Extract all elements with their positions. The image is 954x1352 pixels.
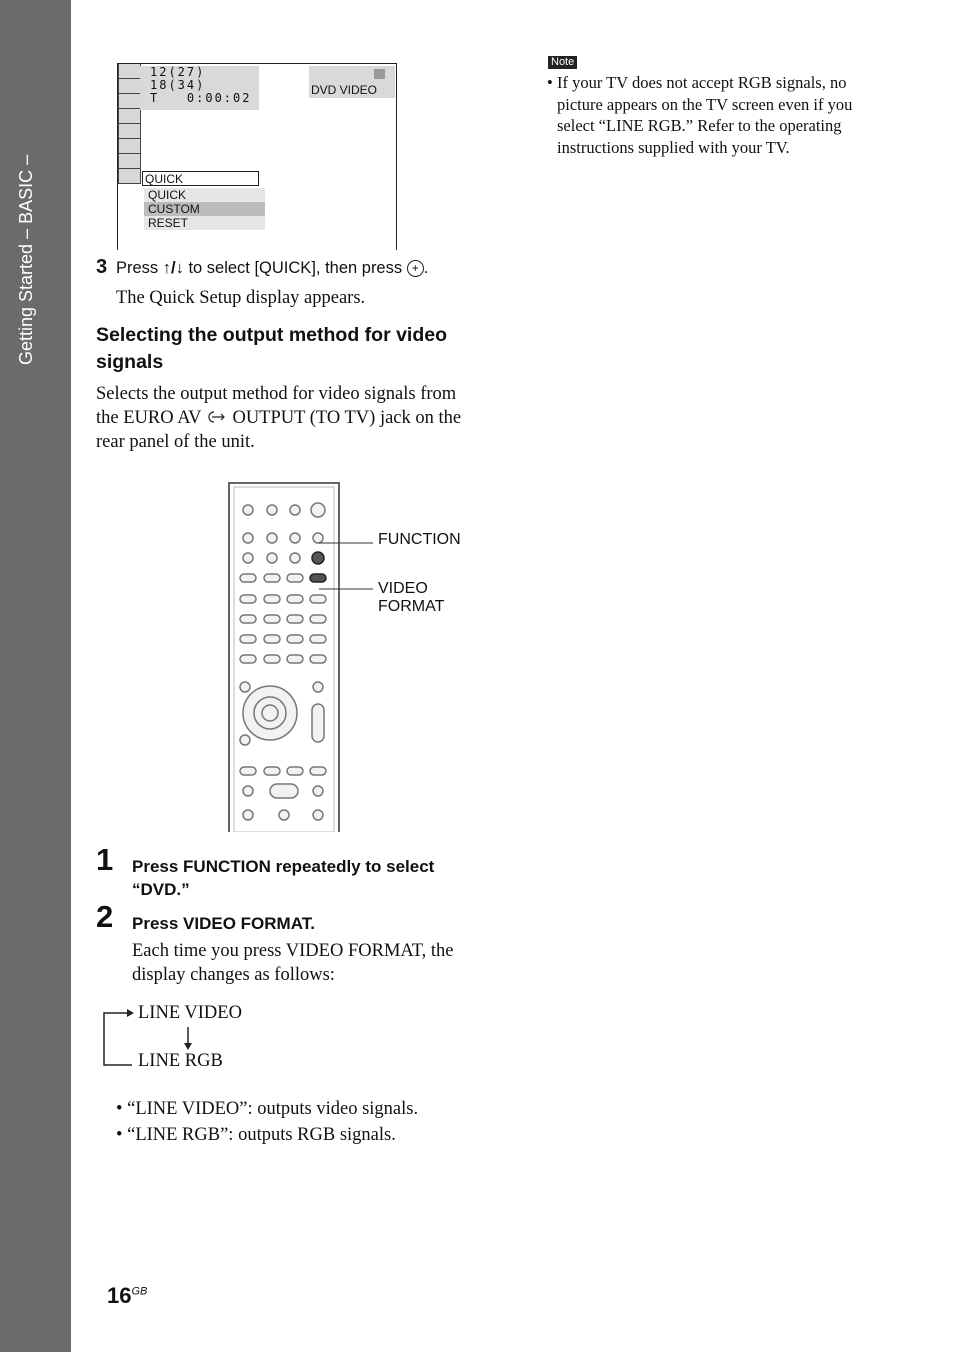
note-badge: Note xyxy=(548,56,577,69)
step2-text: Press VIDEO FORMAT. xyxy=(132,914,315,933)
page-number-value: 16 xyxy=(107,1283,132,1308)
step-number: 3 xyxy=(96,256,108,278)
osd-chapter-line: 18(34) xyxy=(150,78,206,92)
function-callout: FUNCTION xyxy=(378,531,461,548)
video-format-callout-line: FORMAT xyxy=(378,598,445,615)
up-down-arrow-icon: ↑/↓ xyxy=(162,259,184,277)
callout-lines xyxy=(315,530,375,600)
side-tab xyxy=(0,0,71,1352)
step1-text: Press FUNCTION repeatedly to select “DVD.” xyxy=(132,857,435,899)
osd-menu-option: QUICK xyxy=(144,188,265,202)
note-item xyxy=(547,72,877,158)
page-number-suffix: GB xyxy=(131,1285,148,1298)
section-tab-label: Getting Started – BASIC – xyxy=(16,154,36,365)
step3-result: The Quick Setup display appears. xyxy=(116,288,366,308)
bullet-line-video: • “LINE VIDEO”: outputs video signals. xyxy=(116,1099,419,1119)
intro-text: Selects the output method for video signals from the EURO AV xyxy=(96,384,457,428)
note-text: If your TV does not accept RGB signals, no picture appears on the TV screen even if you select “LINE RGB.” Refer to the operating instructions supplied with your TV. xyxy=(557,73,853,157)
osd-screen xyxy=(117,63,397,250)
bullet-icon: • xyxy=(547,73,553,92)
osd-disc-type xyxy=(309,66,395,98)
step-number: 1 xyxy=(96,842,114,877)
video-format-callout xyxy=(378,580,444,616)
cycle-line-rgb: LINE RGB xyxy=(138,1051,223,1071)
osd-status-icon xyxy=(374,69,385,79)
step3-text: . xyxy=(423,259,429,277)
step3-text: to select [QUICK], then press xyxy=(183,259,407,277)
step3-instruction xyxy=(116,259,428,278)
section-intro xyxy=(96,382,476,454)
bullet-line-rgb: • “LINE RGB”: outputs RGB signals. xyxy=(116,1125,396,1145)
osd-playback-info xyxy=(140,66,259,110)
section-heading: Selecting the output method for video signals xyxy=(96,324,447,373)
osd-title-line: 12(27) xyxy=(150,65,206,79)
video-out-icon xyxy=(206,410,228,424)
osd-icon-column xyxy=(118,64,140,184)
osd-menu-option: CUSTOM xyxy=(144,202,265,216)
video-format-callout-line: VIDEO xyxy=(378,580,428,597)
step3-text: Press xyxy=(116,259,163,277)
osd-time-line: T 0:00:02 xyxy=(150,91,252,105)
step2-detail: Each time you press VIDEO FORMAT, the display changes as follows: xyxy=(132,941,454,985)
osd-disc-label: DVD VIDEO xyxy=(311,83,378,97)
cycle-line-video: LINE VIDEO xyxy=(138,1003,242,1023)
osd-menu xyxy=(144,188,265,230)
page-number xyxy=(107,1283,147,1309)
intro-text: OUTPUT (TO TV) jack on the rear panel of the unit. xyxy=(96,408,462,452)
enter-button-icon: + xyxy=(407,260,424,277)
osd-selected-setting: QUICK xyxy=(142,171,259,186)
osd-menu-option: RESET xyxy=(144,216,265,230)
step-number: 2 xyxy=(96,899,114,934)
